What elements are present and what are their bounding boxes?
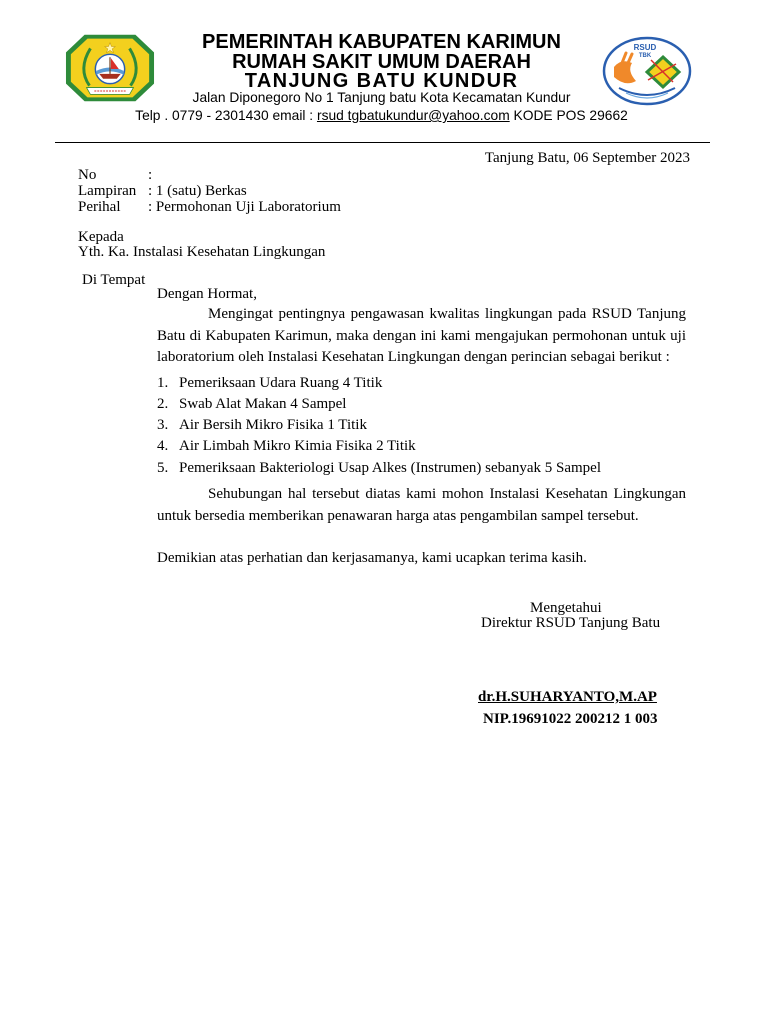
list-item-number: 3. [157,417,169,433]
meta-value-attachment: : 1 (satu) Berkas [148,183,247,199]
list-item: Air Limbah Mikro Kimia Fisika 2 Titik [179,438,416,454]
opening-paragraph-line: Mengingat pentingnya pengawasan kwalitas lingkungan pada RSUD Tanjung [208,306,686,322]
header-divider [55,142,710,143]
opening-paragraph-line: laboratorium oleh Instalasi Kesehatan Lingkungan dengan perincian sebagai berikut : [157,349,670,365]
header-title-location: TANJUNG BATU KUNDUR [244,70,519,92]
header-email-link[interactable]: rsud tgbatukundur@yahoo.com [316,108,510,123]
request-paragraph-line: untuk bersedia memberikan penawaran harga atas pengambilan sampel tersebut. [157,508,639,524]
header-title-hospital: RUMAH SAKIT UMUM DAERAH [232,51,531,73]
meta-label-attachment: Lampiran [78,183,137,199]
recipient-addressee: Yth. Ka. Instalasi Kesehatan Lingkungan [78,244,326,260]
header-title-government: PEMERINTAH KABUPATEN KARIMUN [202,31,561,53]
opening-paragraph-line: Batu di Kabupaten Karimun, maka dengan ini kami mengajukan permohonan untuk uji [157,328,686,344]
recipient-location: Di Tempat [82,272,146,288]
header-contact-line [81,108,682,124]
list-item-number: 4. [157,438,169,454]
list-item: Pemeriksaan Bakteriologi Usap Alkes (Instrumen) sebanyak 5 Sampel [179,460,601,476]
salutation: Dengan Hormat, [157,286,257,302]
request-paragraph-line: Sehubungan hal tersebut diatas kami mohon Instalasi Kesehatan Lingkungan [208,486,686,502]
list-item-number: 1. [157,375,169,391]
closing-sentence: Demikian atas perhatian dan kerjasamanya, kami ucapkan terima kasih. [157,550,587,566]
list-item: Swab Alat Makan 4 Sampel [179,396,347,412]
header-address: Jalan Diponegoro No 1 Tanjung batu Kota Kecamatan Kundur [192,90,571,105]
signature-acknowledged: Mengetahui [530,600,602,616]
place-date: Tanjung Batu, 06 September 2023 [484,150,690,166]
meta-value-number: : [148,167,153,183]
header-phone: Telp . 0779 - 2301430 email : [135,108,314,123]
list-item-number: 5. [157,460,169,476]
list-item: Pemeriksaan Udara Ruang 4 Titik [179,375,383,391]
signature-position: Direktur RSUD Tanjung Batu [481,615,661,631]
meta-label-subject: Perihal [78,199,121,215]
list-item: Air Bersih Mikro Fisika 1 Titik [179,417,367,433]
rsud-tbk-logo-icon [601,36,693,106]
header-postal-code: KODE POS 29662 [513,108,628,123]
signatory-nip: NIP.19691022 200212 1 003 [483,711,658,727]
list-item-number: 2. [157,396,169,412]
meta-label-number: No [78,167,97,183]
recipient-label: Kepada [78,229,124,245]
signatory-name: dr.H.SUHARYANTO,M.AP [478,689,657,705]
meta-value-subject: : Permohonan Uji Laboratorium [148,199,341,215]
logo-lettering-tbk: TBK [638,53,652,59]
logo-lettering-rsud: RSUD [633,43,657,52]
